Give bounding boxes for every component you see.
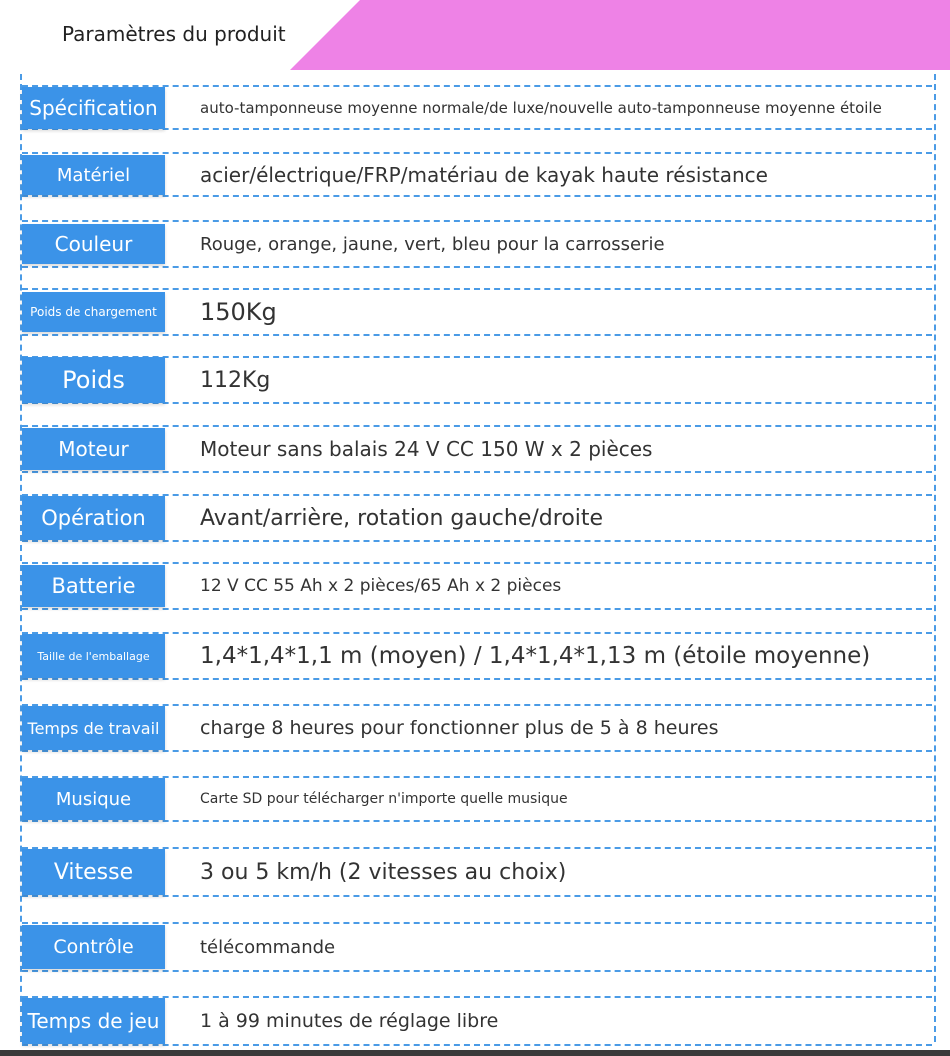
table-row [0, 152, 950, 197]
row-label: Poids [22, 357, 165, 403]
row-label: Taille de l'emballage [22, 634, 165, 678]
page-title: Paramètres du produit [62, 22, 286, 46]
row-value: 3 ou 5 km/h (2 vitesses au choix) [200, 859, 567, 885]
row-divider-bottom [22, 334, 932, 336]
row-value: Moteur sans balais 24 V CC 150 W x 2 pièces [200, 437, 653, 461]
table-row [0, 288, 950, 336]
table-row [0, 356, 950, 404]
row-label: Vitesse [22, 849, 165, 895]
row-value: 150Kg [200, 298, 277, 326]
row-label: Matériel [22, 155, 165, 195]
row-value: Avant/arrière, rotation gauche/droite [200, 505, 604, 531]
table-row [0, 996, 950, 1046]
row-label: Opération [22, 496, 165, 540]
bottom-divider [0, 1050, 950, 1056]
table-row [0, 494, 950, 542]
row-label: Couleur [22, 224, 165, 264]
row-label: Temps de travail [22, 706, 165, 750]
row-value: 1,4*1,4*1,1 m (moyen) / 1,4*1,4*1,13 m (étoile moyenne) [200, 643, 871, 669]
table-row [0, 704, 950, 752]
table-row [0, 922, 950, 972]
table-row [0, 847, 950, 897]
row-value: acier/électrique/FRP/matériau de kayak haute résistance [200, 162, 768, 187]
table-row [0, 220, 950, 268]
row-value: 12 V CC 55 Ah x 2 pièces/65 Ah x 2 pièces [200, 576, 562, 596]
row-divider-top [22, 288, 932, 290]
table-row [0, 562, 950, 610]
row-value: Carte SD pour télécharger n'importe quelle musique [200, 791, 568, 807]
row-label: Temps de jeu [22, 998, 165, 1044]
row-value: 112Kg [200, 367, 271, 393]
row-label: Batterie [22, 565, 165, 607]
row-value: auto-tamponneuse moyenne normale/de luxe/nouvelle auto-tamponneuse moyenne étoile [200, 98, 882, 117]
row-value: Rouge, orange, jaune, vert, bleu pour la carrosserie [200, 233, 665, 255]
row-divider-top [22, 922, 932, 924]
row-label: Musique [22, 778, 165, 820]
table-row [0, 776, 950, 822]
row-label: Moteur [22, 428, 165, 470]
row-value: 1 à 99 minutes de réglage libre [200, 1010, 499, 1032]
row-label: Poids de chargement [22, 292, 165, 332]
table-row [0, 632, 950, 680]
row-label: Contrôle [22, 925, 165, 969]
row-divider-bottom [22, 970, 932, 972]
row-value: charge 8 heures pour fonctionner plus de 5 à 8 heures [200, 717, 719, 739]
table-row [0, 425, 950, 473]
table-row [0, 85, 950, 130]
row-label: Spécification [22, 87, 165, 129]
row-value: télécommande [200, 936, 336, 958]
